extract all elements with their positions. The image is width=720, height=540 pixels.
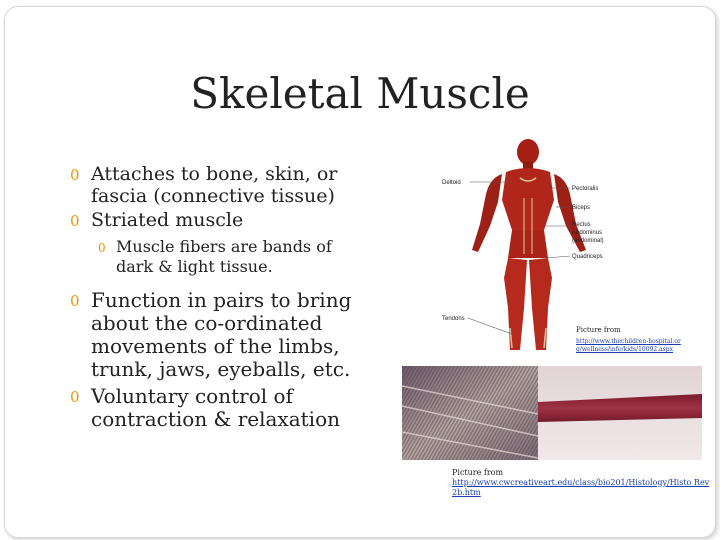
slide-title: Skeletal Muscle [190,69,530,118]
label-rectus: Rectus [572,222,591,228]
bullet-text: Striated muscle [91,209,244,231]
muscle-fiber-micrographs [402,366,702,460]
label-abdominus: Abdominus [572,230,603,236]
sub-bullet-marker: 0 [98,241,106,255]
label-biceps: Biceps [572,205,591,211]
bullet-list [70,163,370,433]
bullet-text: Attaches to bone, skin, or fascia (connective tissue) [91,163,338,207]
image-credit-micrograph [452,468,712,498]
muscle-body [472,139,586,350]
credit-caption: Picture from [576,326,621,334]
bullet-item [70,289,370,381]
bullet-marker: 0 [70,166,80,184]
bullet-marker: 0 [70,388,80,406]
label-deltoid: Deltoid [442,180,461,186]
bullet-text: Function in pairs to bring about the co-ordinated movements of the limbs, trunk, jaws, eyeballs, etc. [91,288,352,381]
bullet-item [70,385,370,431]
label-tendons: Tendons [442,316,465,322]
label-abdominal: (abdominal) [572,238,604,244]
sub-bullet-text: Muscle fibers are bands of dark & light tissue. [116,237,332,276]
sub-bullet-item [70,237,370,277]
label-pectoralis: Pectoralis [572,186,599,192]
image-credit-anatomy [576,326,686,354]
bullet-item [70,209,370,231]
credit-link[interactable]: http://www.thechildren-hospital.org/wellness/info/kids/10092.aspx [576,338,681,353]
label-quadriceps: Quadriceps [572,254,603,260]
bullet-marker: 0 [70,292,80,310]
bullet-item [70,163,370,207]
bullet-text: Voluntary control of contraction & relaxation [91,384,340,431]
credit-link[interactable]: http://www.cwcreativeart.edu/class/bio201/Histology/Histo Rev 2b.htm [452,478,710,497]
credit-caption: Picture from [452,468,504,477]
bullet-marker: 0 [70,212,80,230]
